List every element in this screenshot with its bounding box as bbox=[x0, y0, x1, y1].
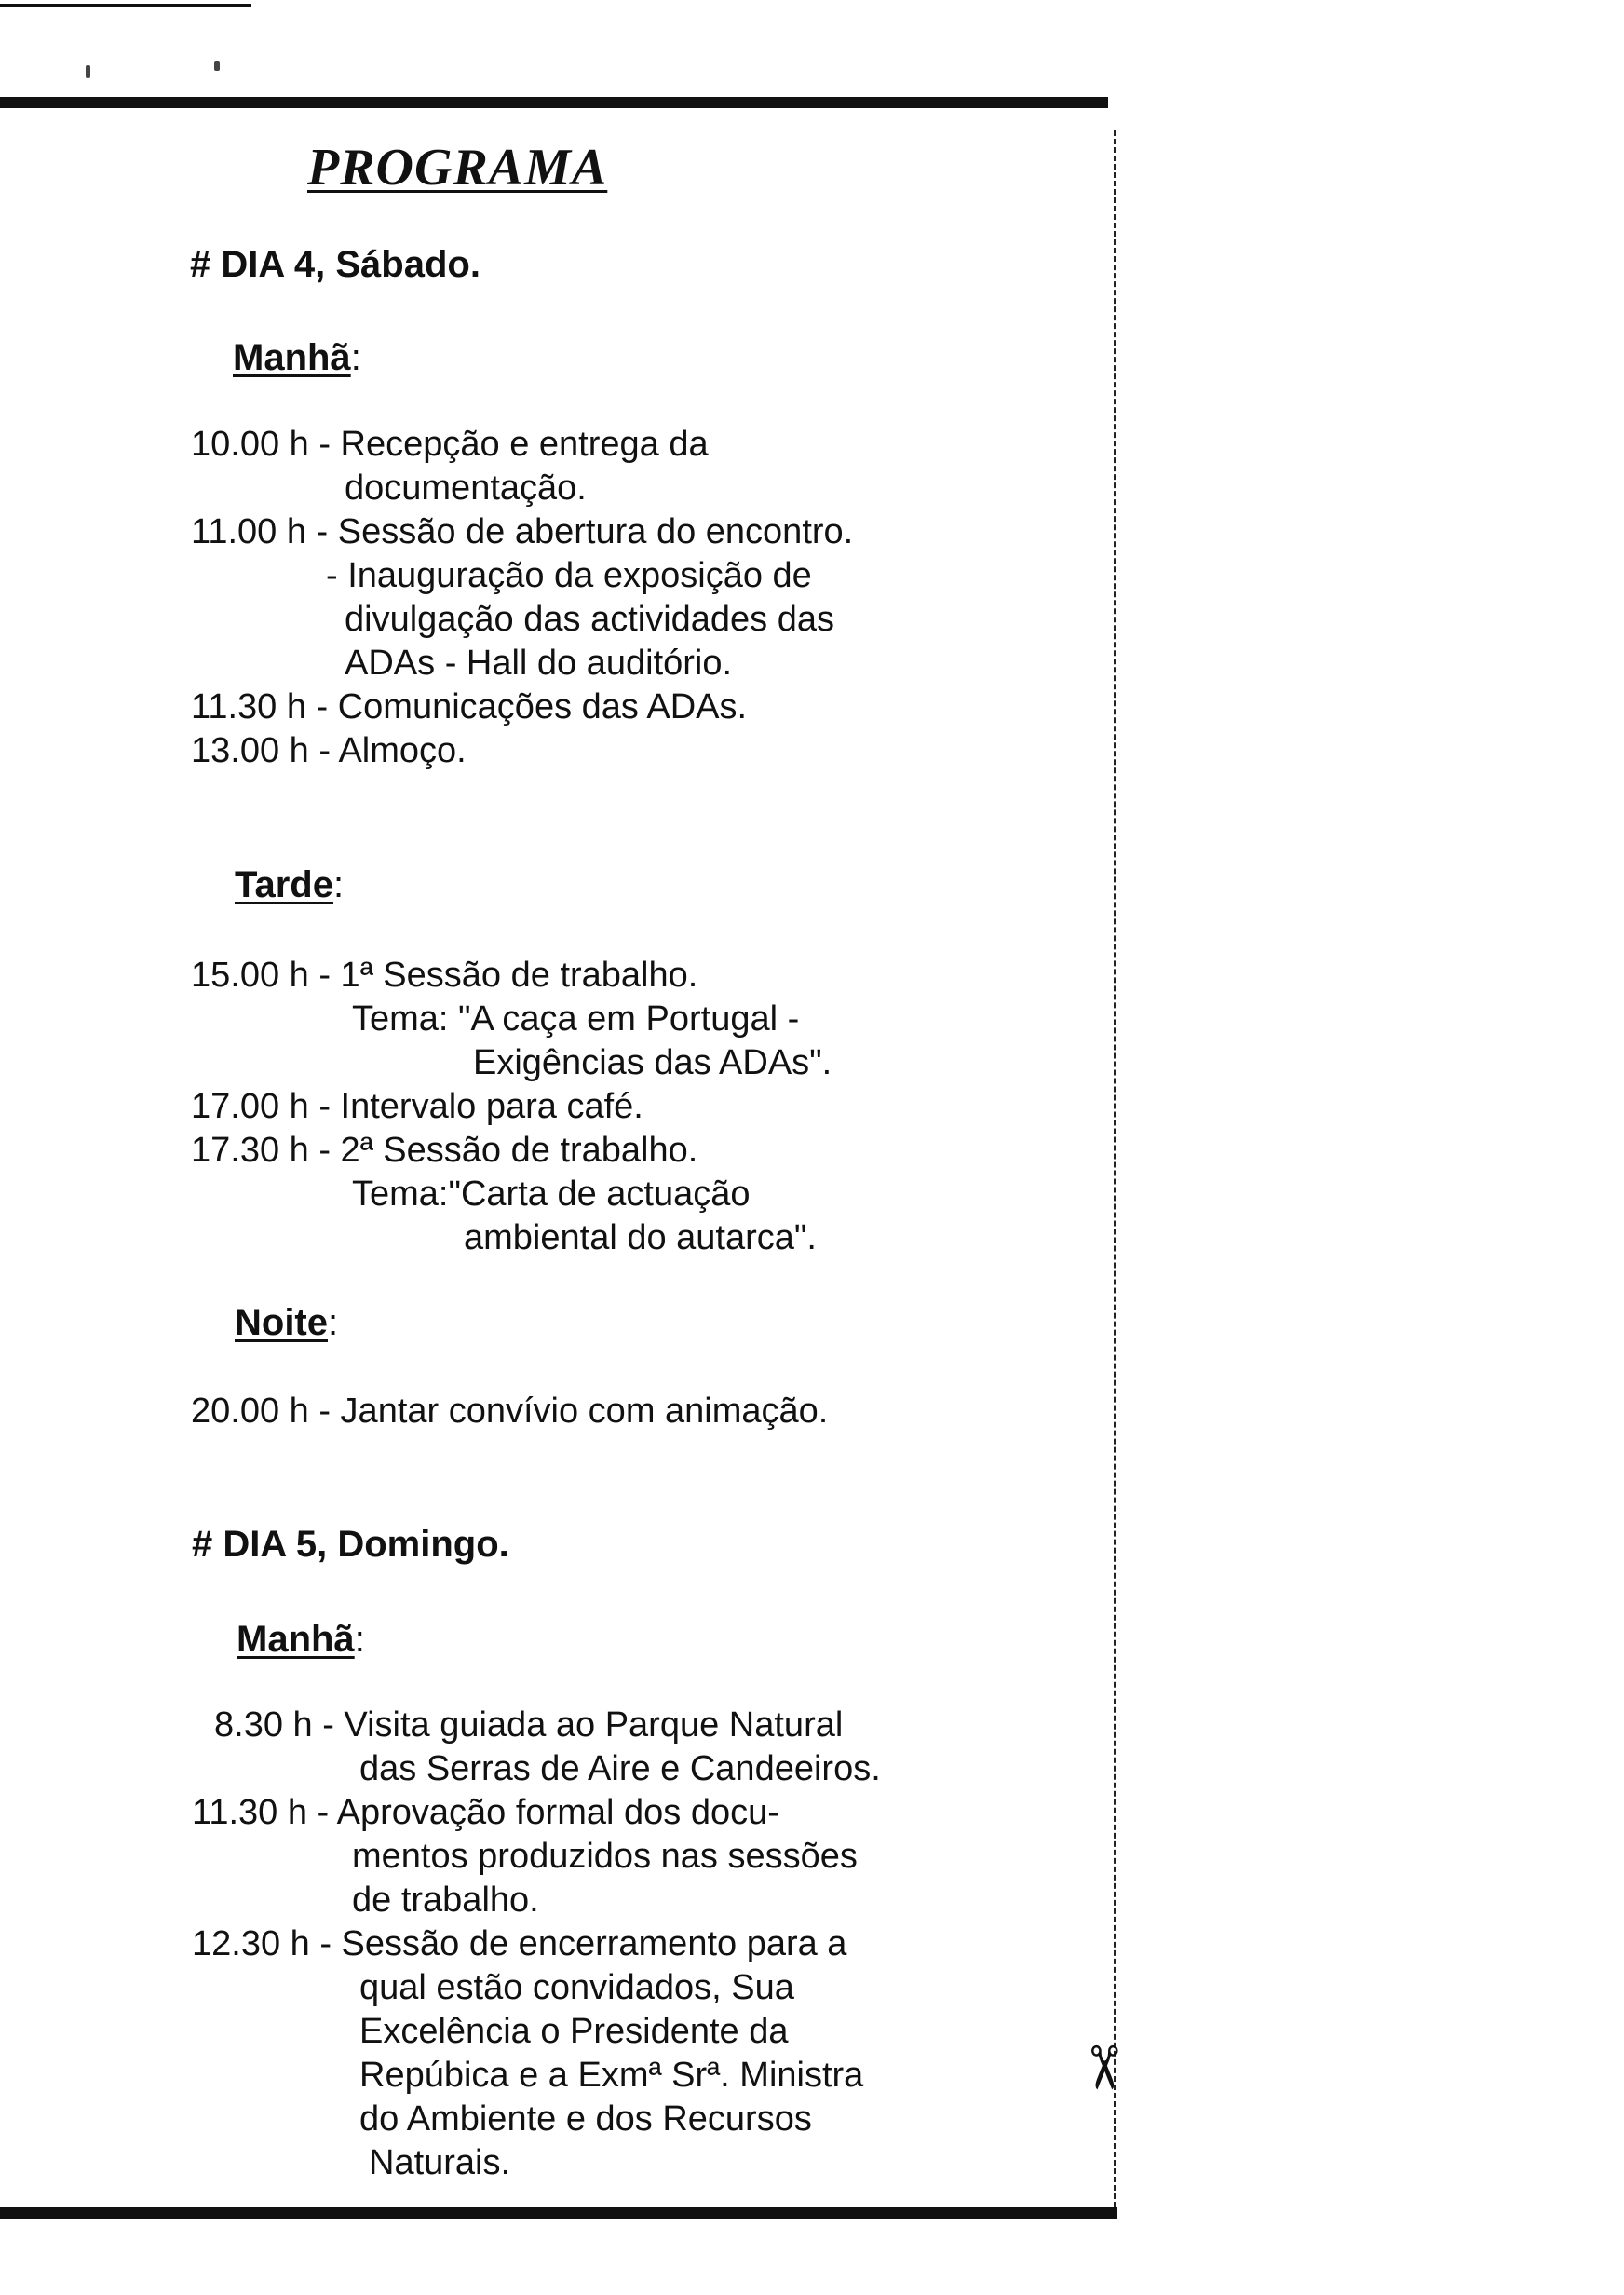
top-border bbox=[0, 97, 1108, 108]
schedule-line: Tema:"Carta de actuação bbox=[352, 1175, 751, 1214]
page-title: PROGRAMA bbox=[307, 139, 608, 197]
schedule-line: Excelência o Presidente da bbox=[359, 2012, 789, 2051]
period-suffix: : bbox=[354, 1619, 365, 1660]
period-heading-morning bbox=[233, 337, 361, 379]
schedule-line: mentos produzidos nas sessões bbox=[352, 1837, 858, 1876]
scan-edge-line bbox=[0, 4, 251, 7]
period-suffix: : bbox=[328, 1302, 339, 1343]
schedule-line: qual estão convidados, Sua bbox=[359, 1968, 794, 2007]
period-heading-morning bbox=[237, 1619, 365, 1661]
schedule-line: 15.00 h - 1ª Sessão de trabalho. bbox=[191, 956, 698, 995]
schedule-line: 13.00 h - Almoço. bbox=[191, 731, 467, 770]
day-heading: # DIA 4, Sábado. bbox=[190, 244, 480, 285]
cut-line bbox=[1114, 130, 1116, 2207]
schedule-line: divulgação das actividades das bbox=[345, 600, 835, 639]
schedule-line: 11.30 h - Comunicações das ADAs. bbox=[191, 687, 748, 727]
schedule-line: 12.30 h - Sessão de encerramento para a bbox=[192, 1924, 847, 1963]
scissors-icon: ✂ bbox=[1069, 2043, 1137, 2093]
scan-speck bbox=[86, 65, 90, 78]
schedule-line: ADAs - Hall do auditório. bbox=[345, 644, 733, 683]
period-heading-afternoon bbox=[235, 864, 344, 906]
schedule-line: Naturais. bbox=[369, 2143, 511, 2182]
schedule-line: de trabalho. bbox=[352, 1881, 539, 1920]
schedule-line: 17.00 h - Intervalo para café. bbox=[191, 1087, 643, 1126]
bottom-border bbox=[0, 2207, 1117, 2219]
schedule-line: documentação. bbox=[345, 469, 587, 508]
schedule-line: 17.30 h - 2ª Sessão de trabalho. bbox=[191, 1131, 698, 1170]
period-suffix: : bbox=[332, 864, 345, 905]
period-heading-night bbox=[235, 1302, 338, 1344]
schedule-line: Repúbica e a Exmª Srª. Ministra bbox=[359, 2056, 864, 2095]
schedule-line: - Inauguração da exposição de bbox=[326, 556, 812, 595]
period-label: Tarde bbox=[235, 864, 333, 905]
period-label: Noite bbox=[235, 1302, 328, 1343]
scan-speck bbox=[214, 61, 220, 71]
schedule-line: ambiental do autarca". bbox=[464, 1218, 817, 1257]
schedule-line: 20.00 h - Jantar convívio com animação. bbox=[191, 1392, 829, 1431]
schedule-line: das Serras de Aire e Candeeiros. bbox=[359, 1749, 881, 1788]
period-label: Manhã bbox=[237, 1619, 355, 1660]
day-heading: # DIA 5, Domingo. bbox=[192, 1524, 509, 1565]
schedule-line: do Ambiente e dos Recursos bbox=[359, 2099, 812, 2139]
schedule-line: Tema: "A caça em Portugal - bbox=[352, 999, 800, 1039]
schedule-line: 11.00 h - Sessão de abertura do encontro. bbox=[191, 512, 854, 551]
schedule-line: Exigências das ADAs". bbox=[473, 1043, 832, 1082]
schedule-line: 10.00 h - Recepção e entrega da bbox=[191, 425, 709, 464]
schedule-line: 8.30 h - Visita guiada ao Parque Natural bbox=[214, 1705, 844, 1745]
period-suffix: : bbox=[350, 337, 361, 378]
schedule-line: 11.30 h - Aprovação formal dos docu- bbox=[192, 1793, 779, 1832]
period-label: Manhã bbox=[233, 337, 351, 378]
